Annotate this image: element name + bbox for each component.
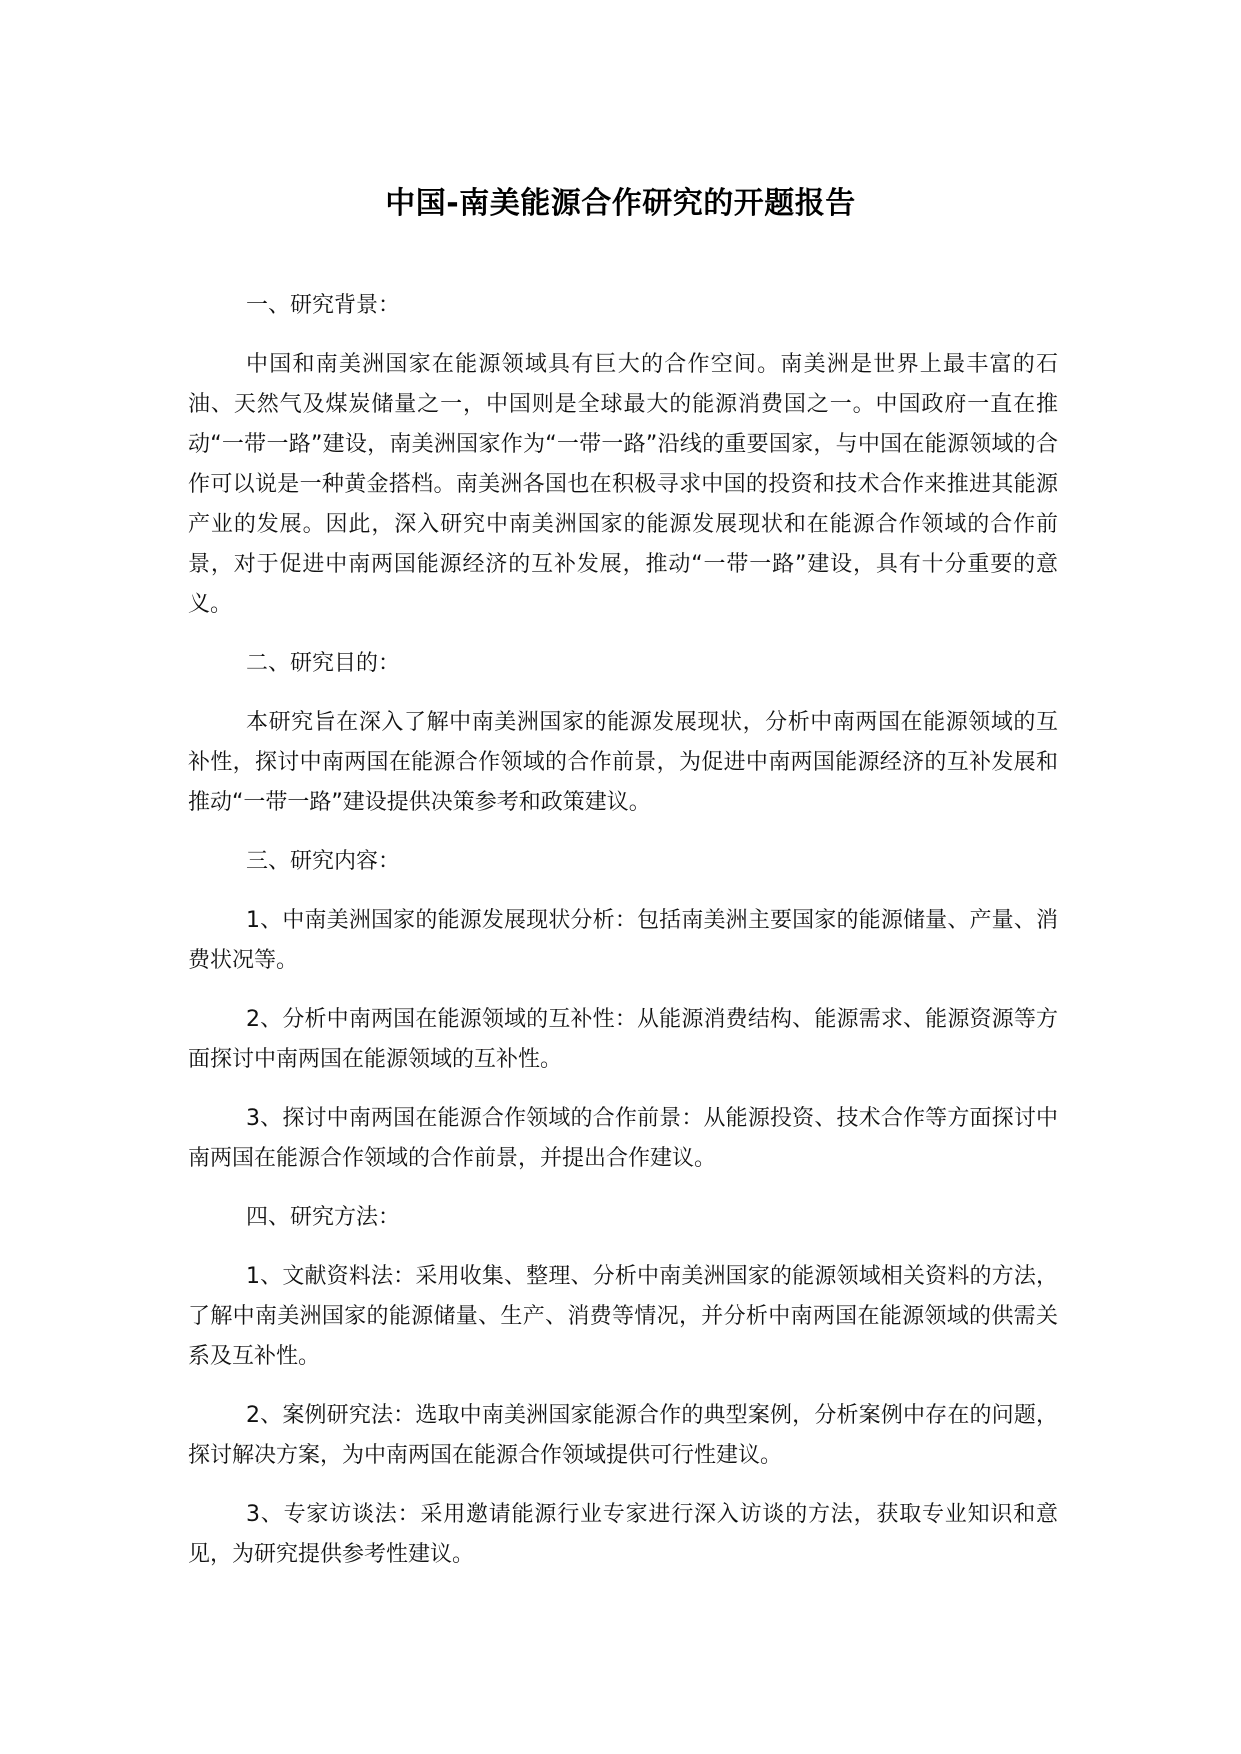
section-research-background [188,286,1058,625]
list-item: 2、案例研究法：选取中南美洲国家能源合作的典型案例，分析案例中存在的问题，探讨解决方案，为中南两国在能源合作领域提供可行性建议。 [188,1403,1058,1468]
list-item: 2、分析中南两国在能源领域的互补性：从能源消费结构、能源需求、能源资源等方面探讨中南两国在能源领域的互补性。 [188,1007,1058,1072]
list-item: 1、中南美洲国家的能源发展现状分析：包括南美洲主要国家的能源储量、产量、消费状况等。 [188,908,1058,973]
section-research-methods [188,1198,1058,1575]
document-body [188,286,1058,1594]
document-title: 中国-南美能源合作研究的开题报告 [385,186,856,221]
section-heading: 四、研究方法： [246,1205,401,1230]
section-heading: 三、研究内容： [246,849,401,874]
list-item: 3、专家访谈法：采用邀请能源行业专家进行深入访谈的方法，获取专业知识和意见，为研究提供参考性建议。 [188,1502,1058,1567]
section-heading: 一、研究背景： [246,293,401,318]
paragraph: 本研究旨在深入了解中南美洲国家的能源发展现状，分析中南两国在能源领域的互补性，探讨中南两国在能源合作领域的合作前景，为促进中南两国能源经济的互补发展和推动“一带一路”建设提供决策参考和政策建议。 [188,710,1058,815]
section-research-purpose [188,644,1058,823]
list-item: 3、探讨中南两国在能源合作领域的合作前景：从能源投资、技术合作等方面探讨中南两国在能源合作领域的合作前景，并提出合作建议。 [188,1106,1058,1171]
section-research-content [188,842,1058,1179]
paragraph: 中国和南美洲国家在能源领域具有巨大的合作空间。南美洲是世界上最丰富的石油、天然气及煤炭储量之一，中国则是全球最大的能源消费国之一。中国政府一直在推动“一带一路”建设，南美洲国家作为“一带一路”沿线的重要国家，与中国在能源领域的合作可以说是一种黄金搭档。南美洲各国也在积极寻求中国的投资和技术合作来推进其能源产业的发展。因此，深入研究中南美洲国家的能源发展现状和在能源合作领域的合作前景，对于促进中南两国能源经济的互补发展，推动“一带一路”建设，具有十分重要的意义。 [188,352,1058,617]
list-item: 1、文献资料法：采用收集、整理、分析中南美洲国家的能源领域相关资料的方法，了解中南美洲国家的能源储量、生产、消费等情况，并分析中南两国在能源领域的供需关系及互补性。 [188,1264,1058,1369]
section-heading: 二、研究目的： [246,651,401,676]
